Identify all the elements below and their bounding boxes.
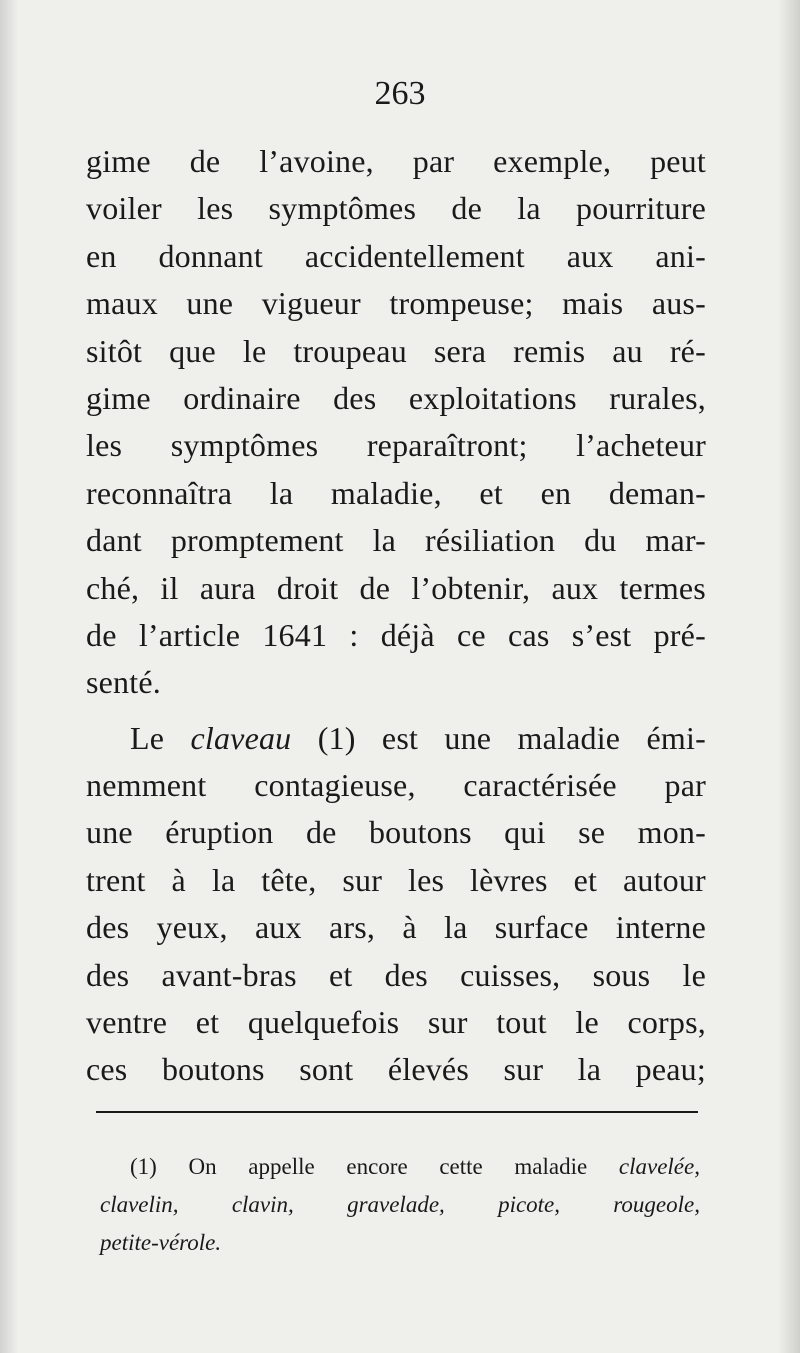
word: pré-	[653, 616, 706, 653]
word: symptômes	[268, 190, 417, 227]
word: remis	[513, 332, 586, 369]
word: aura	[199, 569, 256, 606]
italic-term: claveau	[190, 719, 292, 756]
text-line	[86, 375, 706, 422]
word: aux	[254, 909, 302, 946]
word: les	[86, 427, 123, 464]
text-line	[86, 422, 706, 469]
word: à	[171, 861, 186, 898]
word: rurales,	[609, 379, 706, 416]
text-line	[86, 952, 706, 999]
word: contagieuse,	[254, 767, 416, 804]
word: de	[359, 569, 391, 606]
word: la	[443, 909, 468, 946]
word: le	[242, 332, 267, 369]
text-line	[86, 809, 706, 856]
text-line	[86, 280, 706, 327]
word: reconnaîtra	[86, 474, 233, 511]
word: le	[575, 1004, 599, 1041]
word: et	[573, 861, 598, 898]
word: que	[169, 332, 216, 369]
word: autour	[622, 861, 706, 898]
word: émi-	[646, 719, 706, 756]
word: en	[86, 237, 117, 274]
word: ventre	[86, 1004, 168, 1041]
word: pourriture	[576, 190, 706, 227]
paragraph-1	[86, 138, 706, 707]
text-line	[86, 138, 706, 185]
word: et	[479, 474, 503, 511]
footnote-italic: clavelée,	[618, 1154, 700, 1179]
word: gime	[86, 379, 151, 416]
word: mon-	[637, 814, 706, 851]
footnote	[100, 1148, 700, 1262]
word: deman-	[608, 474, 706, 511]
word: éruption	[165, 814, 274, 851]
footnote-line	[100, 1186, 700, 1224]
word: une	[86, 814, 133, 851]
word: par	[412, 143, 455, 179]
footnote-rule	[96, 1111, 698, 1113]
page-number: 263	[374, 75, 426, 112]
word: l’article	[138, 616, 241, 653]
word: sitôt	[86, 332, 143, 369]
word: sous	[592, 956, 651, 993]
word: sur	[503, 1051, 544, 1088]
text-line	[86, 233, 706, 280]
word: des	[333, 379, 377, 416]
footnote-word: maladie	[514, 1154, 588, 1179]
text-line	[86, 715, 706, 762]
word: exemple,	[493, 143, 612, 179]
footnote-italic: rougeole,	[613, 1192, 700, 1217]
word: la	[211, 861, 236, 898]
word: reparaîtront;	[366, 427, 528, 464]
word: par	[664, 767, 706, 804]
word: tout	[496, 1004, 547, 1041]
word: lèvres	[470, 861, 548, 898]
word: l’avoine,	[259, 143, 374, 179]
word: droit	[276, 569, 339, 606]
word: qui	[504, 814, 546, 851]
footnote-word: appelle	[248, 1154, 315, 1179]
paragraph-2	[86, 715, 706, 1094]
word: voiler	[86, 190, 162, 227]
word: résiliation	[425, 522, 556, 559]
text-line	[86, 185, 706, 232]
word: surface	[494, 909, 589, 946]
text-line	[86, 565, 706, 612]
word: en	[540, 474, 572, 511]
page-edge-right	[778, 0, 800, 1353]
word: ré-	[669, 332, 706, 369]
footnote-word: On	[188, 1154, 217, 1179]
footnote-word: cette	[439, 1154, 483, 1179]
word: corps,	[627, 1004, 706, 1041]
word: promptement	[170, 522, 344, 559]
text-line	[86, 328, 706, 375]
word: donnant	[158, 237, 263, 274]
word: vigueur	[261, 285, 361, 322]
word: au	[612, 332, 643, 369]
word: de	[451, 190, 482, 227]
word: :	[349, 616, 359, 653]
word: sur	[342, 861, 383, 898]
text-line	[86, 904, 706, 951]
word: trompeuse;	[389, 285, 534, 322]
word: aux	[551, 569, 599, 606]
word: cuisses,	[460, 956, 561, 993]
word: ché,	[86, 569, 140, 606]
word: yeux,	[156, 909, 228, 946]
word: maladie,	[330, 474, 442, 511]
body-text	[86, 138, 706, 1094]
text-line	[86, 1046, 706, 1093]
footnote-word: (1)	[130, 1154, 157, 1179]
word: à	[402, 909, 417, 946]
footnote-italic: picote,	[498, 1192, 561, 1217]
word: 1641	[262, 616, 328, 653]
word: exploitations	[408, 379, 577, 416]
word: caractérisée	[463, 767, 617, 804]
word: tête,	[261, 861, 317, 898]
word: Le	[130, 719, 165, 756]
word: sur	[427, 1004, 468, 1041]
word: peut	[650, 143, 706, 179]
word: la	[372, 522, 397, 559]
footnote-italic: clavelin,	[100, 1192, 179, 1217]
word: la	[517, 190, 541, 227]
text-line	[86, 517, 706, 564]
footnote-line	[100, 1224, 700, 1262]
text-line	[86, 612, 706, 659]
word: sera	[433, 332, 487, 369]
word: du	[584, 522, 617, 559]
word: symptômes	[170, 427, 319, 464]
word: senté.	[86, 664, 161, 701]
word: ce	[457, 616, 486, 653]
word: les	[197, 190, 234, 227]
word: quelquefois	[247, 1004, 400, 1041]
text-line	[86, 659, 706, 706]
footnote-italic: petite-vérole.	[100, 1230, 222, 1255]
word: s’est	[571, 616, 632, 653]
word: il	[160, 569, 179, 606]
word: interne	[615, 909, 706, 946]
word: la	[269, 474, 294, 511]
footnote-word: encore	[346, 1154, 408, 1179]
text-line	[86, 470, 706, 517]
word: termes	[619, 569, 706, 606]
word: une	[444, 719, 492, 756]
text-line	[86, 857, 706, 904]
word: peau;	[635, 1051, 706, 1088]
word: ces	[86, 1051, 128, 1088]
word: se	[578, 814, 606, 851]
word: aus-	[651, 285, 706, 322]
word: de	[86, 616, 117, 653]
word: gime	[86, 143, 151, 179]
word: ordinaire	[183, 379, 301, 416]
word: de	[305, 814, 337, 851]
word: des	[384, 956, 428, 993]
word: une	[186, 285, 234, 322]
word: et	[195, 1004, 220, 1041]
word: trent	[86, 861, 146, 898]
word: déjà	[380, 616, 435, 653]
word: nemment	[86, 767, 207, 804]
word: boutons	[368, 814, 472, 851]
word: et	[328, 956, 353, 993]
word: est	[381, 719, 419, 756]
word: cas	[508, 616, 550, 653]
word: de	[189, 143, 221, 179]
word: maladie	[517, 719, 621, 756]
word: dant	[86, 522, 142, 559]
page-edge-left	[0, 0, 18, 1353]
word: ars,	[328, 909, 376, 946]
word: mais	[562, 285, 624, 322]
word: avant-bras	[161, 956, 297, 993]
word: des	[86, 909, 130, 946]
word: ani-	[655, 237, 706, 274]
word: aux	[566, 237, 614, 274]
word: boutons	[161, 1051, 265, 1088]
word: sont	[299, 1051, 354, 1088]
word: élevés	[387, 1051, 469, 1088]
word: troupeau	[293, 332, 407, 369]
word: le	[682, 956, 706, 993]
word: des	[86, 956, 130, 993]
footnote-line	[100, 1148, 700, 1186]
word: les	[407, 861, 445, 898]
text-line	[86, 762, 706, 809]
word: l’acheteur	[576, 427, 706, 464]
word: (1)	[317, 719, 356, 756]
word: la	[577, 1051, 602, 1088]
word: mar-	[645, 522, 706, 559]
word: l’obtenir,	[411, 569, 531, 606]
footnote-italic: clavin,	[231, 1192, 294, 1217]
text-line	[86, 999, 706, 1046]
footnote-italic: gravelade,	[347, 1192, 445, 1217]
word: accidentellement	[304, 237, 525, 274]
word: maux	[86, 285, 158, 322]
